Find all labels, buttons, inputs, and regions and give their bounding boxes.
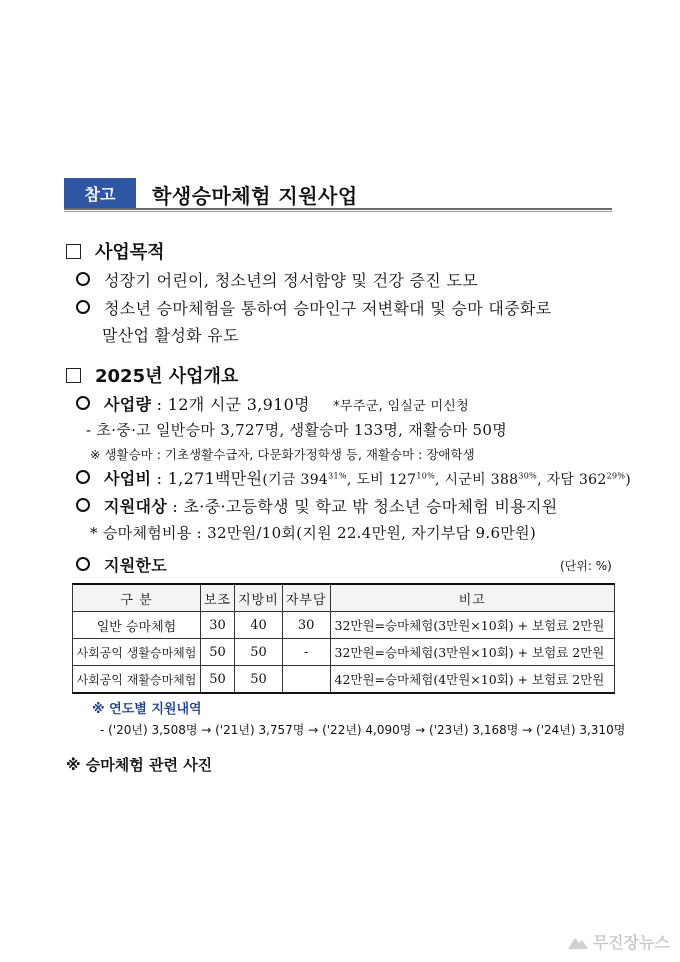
title-underline-thin	[64, 211, 612, 212]
target-line	[76, 494, 557, 517]
budget-share: 10%	[416, 471, 436, 481]
budget-part: , 도비 127	[346, 472, 417, 488]
purpose-item-1	[76, 268, 478, 291]
support-limit-table	[72, 583, 615, 694]
cell-self	[282, 666, 330, 694]
scale-line	[76, 392, 469, 415]
circle-bullet-icon	[76, 272, 90, 286]
budget-share: 30%	[518, 471, 538, 481]
budget-part: , 시군비 388	[435, 472, 519, 488]
purpose-heading-text: 사업목적	[95, 242, 165, 263]
circle-bullet-icon	[76, 498, 90, 512]
budget-part: (기금 394	[262, 472, 329, 488]
purpose-item-text: 청소년 승마체험을 통하여 승마인구 저변확대 및 승마 대중화로	[104, 299, 552, 318]
table-row	[73, 612, 615, 639]
table-row	[73, 639, 615, 666]
cell-note: 42만원=승마체험(4만원×10회) + 보험료 2만원	[330, 666, 615, 694]
cell-note: 32만원=승마체험(3만원×10회) + 보험료 2만원	[330, 612, 615, 639]
table-row	[73, 666, 615, 694]
scale-detail: - 초·중·고 일반승마 3,727명, 생활승마 133명, 재활승마 50명	[86, 421, 507, 439]
watermark-text: 무진장뉴스	[592, 933, 670, 952]
unit-label: (단위: %)	[560, 559, 612, 573]
watermark	[567, 930, 670, 953]
photos-heading: ※ 승마체험 관련 사진	[66, 756, 213, 774]
overview-heading	[66, 362, 238, 388]
circle-bullet-icon	[76, 300, 90, 314]
cell-category: 사회공익 재활승마체험	[73, 666, 201, 694]
cell-self: -	[282, 639, 330, 666]
title-underline	[64, 208, 612, 210]
reference-badge: 참고	[64, 178, 136, 208]
cell-self: 30	[282, 612, 330, 639]
table-header-row	[73, 584, 615, 612]
budget-share: 31%	[328, 471, 347, 481]
purpose-item-2	[76, 296, 551, 319]
circle-bullet-icon	[76, 470, 90, 484]
purpose-heading	[66, 238, 165, 264]
scale-label: 사업량	[104, 395, 152, 414]
circle-bullet-icon	[76, 396, 90, 410]
budget-part: )	[625, 472, 632, 488]
cell-local: 50	[235, 666, 283, 694]
purpose-item-text: 성장기 어린이, 청소년의 정서함양 및 건강 증진 도모	[104, 271, 478, 290]
cost-note: * 승마체험비용 : 32만원/10회(지원 22.4만원, 자기부담 9.6만원)	[90, 524, 537, 542]
yearly-detail: - ('20년) 3,508명 → ('21년) 3,757명 → ('22년) 4,090명 → ('23년) 3,168명 → ('24년) 3,310명	[100, 723, 626, 737]
yearly-heading: ※ 연도별 지원내역	[92, 702, 202, 717]
header-subsidy: 보조	[201, 584, 235, 612]
limit-label: 지원한도	[104, 556, 168, 575]
square-bullet-icon	[66, 368, 81, 383]
scale-value: : 12개 시군 3,910명	[156, 395, 310, 414]
page-title: 학생승마체험 지원사업	[152, 184, 358, 208]
scale-footnote: ※ 생활승마 : 기초생활수급자, 다문화가정학생 등, 재활승마 : 장애학생	[90, 447, 475, 462]
cell-subsidy: 30	[201, 612, 235, 639]
cell-local: 50	[235, 639, 283, 666]
cell-subsidy: 50	[201, 666, 235, 694]
scale-note: *무주군, 임실군 미신청	[333, 399, 470, 414]
cell-category: 일반 승마체험	[73, 612, 201, 639]
overview-heading-text: 2025년 사업개요	[95, 366, 239, 387]
header-category: 구 분	[73, 584, 201, 612]
header-note: 비고	[330, 584, 615, 612]
budget-line	[76, 466, 631, 489]
budget-value: : 1,271백만원	[156, 469, 263, 488]
budget-share: 29%	[606, 471, 626, 481]
cell-category: 사회공익 생활승마체험	[73, 639, 201, 666]
target-value: : 초·중·고등학생 및 학교 밖 청소년 승마체험 비용지원	[172, 497, 558, 516]
square-bullet-icon	[66, 244, 81, 259]
budget-label: 사업비	[104, 469, 152, 488]
limit-line	[76, 553, 167, 576]
purpose-item-2-cont: 말산업 활성화 유도	[102, 326, 239, 345]
target-label: 지원대상	[104, 497, 168, 516]
header-local: 지방비	[235, 584, 283, 612]
cell-subsidy: 50	[201, 639, 235, 666]
mountain-icon	[567, 934, 589, 950]
budget-part: , 자담 362	[537, 472, 607, 488]
header-self: 자부담	[282, 584, 330, 612]
cell-note: 32만원=승마체험(3만원×10회) + 보험료 2만원	[330, 639, 615, 666]
circle-bullet-icon	[76, 557, 90, 571]
cell-local: 40	[235, 612, 283, 639]
